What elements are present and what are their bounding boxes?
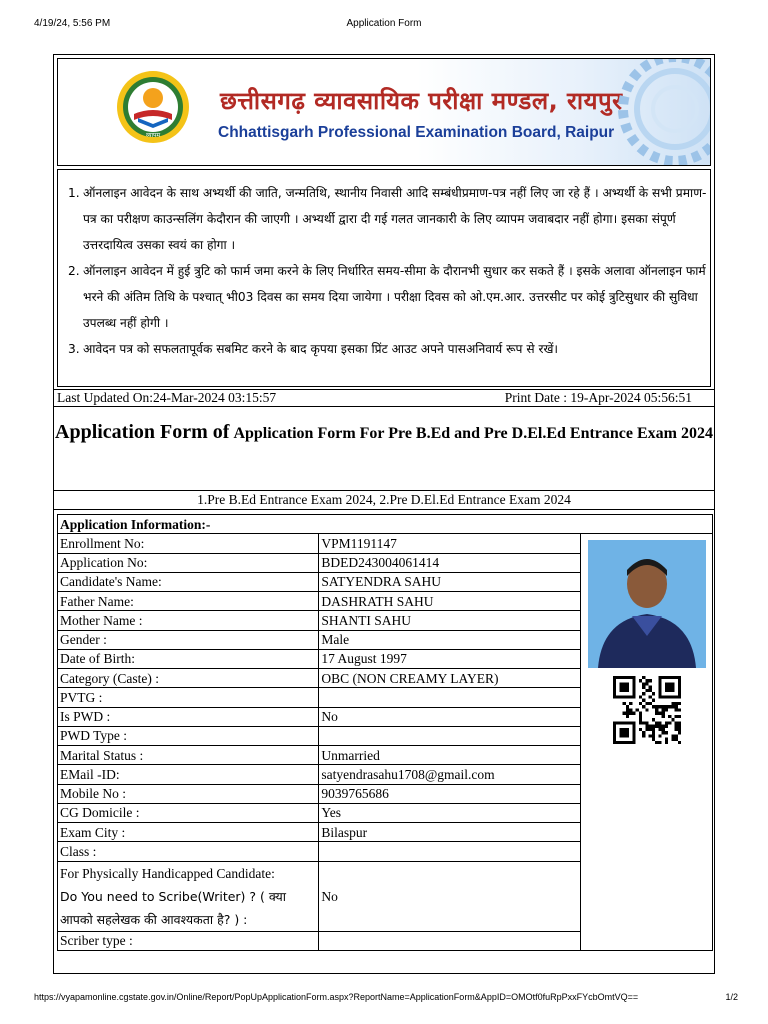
candidate-photo [588, 540, 706, 668]
field-value: 17 August 1997 [319, 649, 581, 668]
instructions-box [57, 169, 711, 387]
instruction-text: ऑनलाइन आवेदन के साथ अभ्यर्थी की जाति, जन्मतिथि, स्थानीय निवासी आदि सम्बंधीप्रमाण-पत्र नहीं लिए जा रहे हैं । अभ्यर्थी के सभी प्रमाण-पत्र का परीक्षण काउन्सलिंग केदौरान की जाएगी । अभ्यर्थी द्वारा दी गई गलत जानकारी के लिए व्यापम जवाबदार नहीं होगा। इसका संपूर्ण उत्तरदायित्व उसका स्वयं का होगा । [83, 186, 707, 252]
application-form-frame [53, 54, 715, 974]
field-value: BDED243004061414 [319, 553, 581, 572]
field-label: CG Domicile : [58, 803, 319, 822]
field-label: Class : [58, 842, 319, 861]
board-logo [116, 70, 190, 144]
field-label: Exam City : [58, 823, 319, 842]
form-title-name: Application Form For Pre B.Ed and Pre D.El.Ed Entrance Exam 2024 [233, 425, 713, 442]
field-label: Category (Caste) : [58, 669, 319, 688]
field-label: Mobile No : [58, 784, 319, 803]
section-heading-row [58, 515, 713, 534]
field-value [319, 688, 581, 707]
photo-qr-cell [581, 534, 713, 951]
field-label: Gender : [58, 630, 319, 649]
field-label: Marital Status : [58, 746, 319, 765]
field-label: Father Name: [58, 592, 319, 611]
field-label: EMail -ID: [58, 765, 319, 784]
field-value: DASHRATH SAHU [319, 592, 581, 611]
section-heading: Application Information:- [58, 515, 713, 534]
last-updated: Last Updated On:24-Mar-2024 03:15:57 [57, 390, 277, 405]
field-label: Date of Birth: [58, 649, 319, 668]
qr-code-icon [613, 676, 681, 744]
instructions-list [68, 180, 708, 362]
field-value: Male [319, 630, 581, 649]
scribe-label-line1: For Physically Handicapped Candidate: [60, 865, 275, 881]
field-label: Mother Name : [58, 611, 319, 630]
table-row [58, 534, 713, 553]
board-name-hindi: छत्तीसगढ़ व्यावसायिक परीक्षा मण्डल, रायपुर [220, 87, 623, 115]
field-value: SATYENDRA SAHU [319, 572, 581, 591]
update-print-bar [54, 389, 714, 407]
field-value: VPM1191147 [319, 534, 581, 553]
print-title: Application Form [346, 18, 422, 29]
gear-decoration-icon [580, 58, 711, 166]
instruction-text: आवेदन पत्र को सफलतापूर्वक सबमिट करने के बाद कृपया इसका प्रिंट आउट अपने पासअनिवार्य रूप से रखें। [83, 342, 559, 356]
print-header [34, 18, 734, 32]
instruction-number: 2. [68, 264, 80, 278]
logo-text: व्यापम [145, 132, 161, 139]
instruction-text: ऑनलाइन आवेदन में हुई त्रुटि को फार्म जमा करने के लिए निर्धारित समय-सीमा के दौरानभी सुधार कर सकते हैं । इसके अलावा ऑनलाइन फार्म भरने की अंतिम तिथि के पश्चात् भी03 दिवस का समय दिया जायेगा । परीक्षा दिवस को ओ.एम.आर. उत्तरसीट पर कोई त्रुटिसुधार की सुविधा उपलब्ध नहीं होगी । [83, 264, 706, 330]
scriber-type-label: Scriber type : [58, 931, 319, 950]
field-value [319, 842, 581, 861]
field-value: OBC (NON CREAMY LAYER) [319, 669, 581, 688]
board-banner [57, 58, 711, 166]
scribe-label [58, 861, 319, 931]
field-value [319, 726, 581, 745]
field-value: Bilaspur [319, 823, 581, 842]
field-label: Candidate's Name: [58, 572, 319, 591]
field-value: satyendrasahu1708@gmail.com [319, 765, 581, 784]
field-label: PVTG : [58, 688, 319, 707]
board-name-english: Chhattisgarh Professional Examination Board, Raipur [218, 124, 615, 141]
instruction-number: 3. [68, 342, 80, 356]
scribe-label-line2: Do You need to Scribe(Writer) ? ( क्या आपको सहलेखक की आवश्यकता है? ) : [60, 888, 287, 927]
field-value: Unmarried [319, 746, 581, 765]
field-label: Enrollment No: [58, 534, 319, 553]
form-title [54, 421, 714, 445]
field-value: Yes [319, 803, 581, 822]
application-info-table [57, 514, 713, 951]
field-label: Application No: [58, 553, 319, 572]
field-value: SHANTI SAHU [319, 611, 581, 630]
instruction-number: 1. [68, 186, 80, 200]
exam-list: 1.Pre B.Ed Entrance Exam 2024, 2.Pre D.El.Ed Entrance Exam 2024 [54, 490, 714, 510]
print-footer [34, 992, 738, 1006]
page-url: https://vyapamonline.cgstate.gov.in/Online/Report/PopUpApplicationForm.aspx?ReportName=ApplicationForm&AppID=OMOtf0fuRpPxxFYcbOmtVQ== [34, 992, 639, 1002]
scriber-type-value [319, 931, 581, 950]
form-title-prefix: Application Form of [55, 421, 230, 443]
field-label: Is PWD : [58, 707, 319, 726]
instruction-item [68, 258, 708, 336]
instruction-item [68, 180, 708, 258]
instruction-item [68, 336, 708, 362]
print-date: 4/19/24, 5:56 PM [34, 18, 111, 29]
scribe-value: No [319, 861, 581, 931]
field-value: No [319, 707, 581, 726]
field-label: PWD Type : [58, 726, 319, 745]
field-value: 9039765686 [319, 784, 581, 803]
print-date-stamp: Print Date : 19-Apr-2024 05:56:51 [504, 390, 692, 405]
page-number: 1/2 [725, 992, 738, 1002]
